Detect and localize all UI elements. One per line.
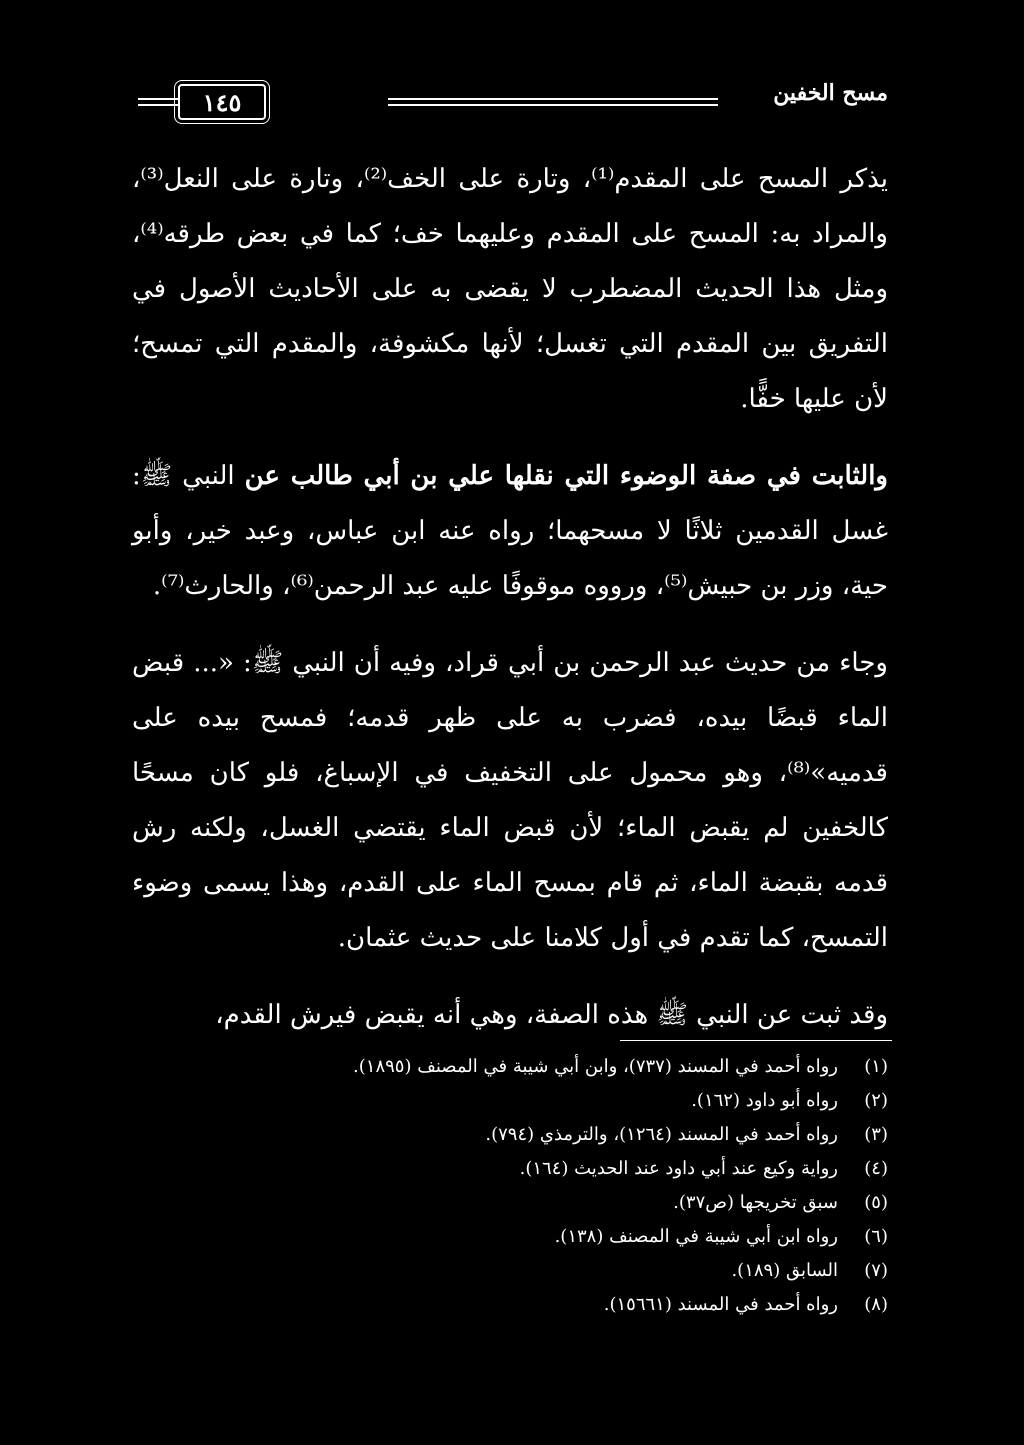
paragraph-text: وقد ثبت عن النبي ﷺ هذه الصفة، وهي أنه يقبض فيرش القدم، [215,1000,888,1030]
footnote-number: (٥) [864,1192,888,1213]
footnote [132,1186,888,1220]
footnote [132,1084,888,1118]
footnote-text: سبق تخريجها (ص٣٧). [673,1192,838,1213]
footnote-text: رواية وكيع عند أبي داود عند الحديث (١٦٤). [519,1158,838,1179]
paragraph-lead: والثابت في صفة الوضوء التي نقلها علي بن أبي طالب عن [244,461,888,491]
paragraph-3 [132,636,888,966]
paragraph-text: وجاء من حديث عبد الرحمن بن أبي قراد، وفيه أن النبي ﷺ: «... قبض الماء قبضًا بيده، فضرب به على ظهر قدمه؛ فمسح بيده على قدميه»⁽⁸⁾، وهو محمول على التخفيف في الإسباغ، فلو كان مسحًا كالخفين لم يقبض الماء؛ لأن قبض الماء يقتضي الغسل، ولكنه رش قدمه بقبضة الماء، ثم قام بمسح الماء على القدم، وهذا يسمى وضوء التمسح، كما تقدم في أول كلامنا على حديث عثمان. [132,648,888,953]
footnote-text: رواه أحمد في المسند (١٢٦٤)، والترمذي (٧٩٤). [485,1124,838,1145]
paragraph-text: النبي ﷺ: غسل القدمين ثلاثًا لا مسحهما؛ رواه عنه ابن عباس، وعبد خير، وأبو حية، وزر بن حبيش⁽⁵⁾، ورووه موقوفًا عليه عبد الرحمن⁽⁶⁾، والحارث⁽⁷⁾. [132,461,888,601]
footnote-text: رواه أحمد في المسند (١٥٦٦١). [603,1294,838,1315]
footnote-text: رواه أحمد في المسند (٧٣٧)، وابن أبي شيبة في المصنف (١٨٩٥). [353,1056,838,1077]
footnote [132,1152,888,1186]
footnote-number: (٨) [864,1294,888,1315]
footnote-number: (٦) [864,1226,888,1247]
page-number: ١٤٥ [178,84,266,120]
footnote-number: (٢) [864,1090,888,1111]
footnote [132,1118,888,1152]
footnote-number: (١) [864,1056,888,1077]
main-text [132,152,888,1043]
footnotes [132,1050,888,1322]
page-header [130,80,888,124]
footnote-text: السابق (١٨٩). [731,1260,838,1281]
paragraph-2 [132,449,888,614]
footnote-number: (٣) [864,1124,888,1145]
footnote [132,1050,888,1084]
running-title: مسح الخفين [773,80,888,106]
footnote-text: رواه ابن أبي شيبة في المصنف (١٣٨). [554,1226,838,1247]
paragraph-text: يذكر المسح على المقدم⁽¹⁾، وتارة على الخف⁽²⁾، وتارة على النعل⁽³⁾، والمراد به: المسح على المقدم وعليهما خف؛ كما في بعض طرقه⁽⁴⁾، ومثل هذا الحديث المضطرب لا يقضى به على الأحاديث الأصول في التفريق بين المقدم التي تغسل؛ لأنها مكشوفة، والمقدم التي تمسح؛ لأن عليها خفًّا. [132,164,889,414]
paragraph-1 [132,152,888,427]
footnote-text: رواه أبو داود (١٦٢). [691,1090,838,1111]
footnote [132,1220,888,1254]
footnote-number: (٤) [864,1158,888,1179]
footnote-separator [620,1040,892,1041]
footnote [132,1288,888,1322]
paragraph-4 [132,988,888,1043]
header-rule [388,98,718,106]
footnote-number: (٧) [864,1260,888,1281]
footnote [132,1254,888,1288]
header-rule-left [138,98,178,106]
